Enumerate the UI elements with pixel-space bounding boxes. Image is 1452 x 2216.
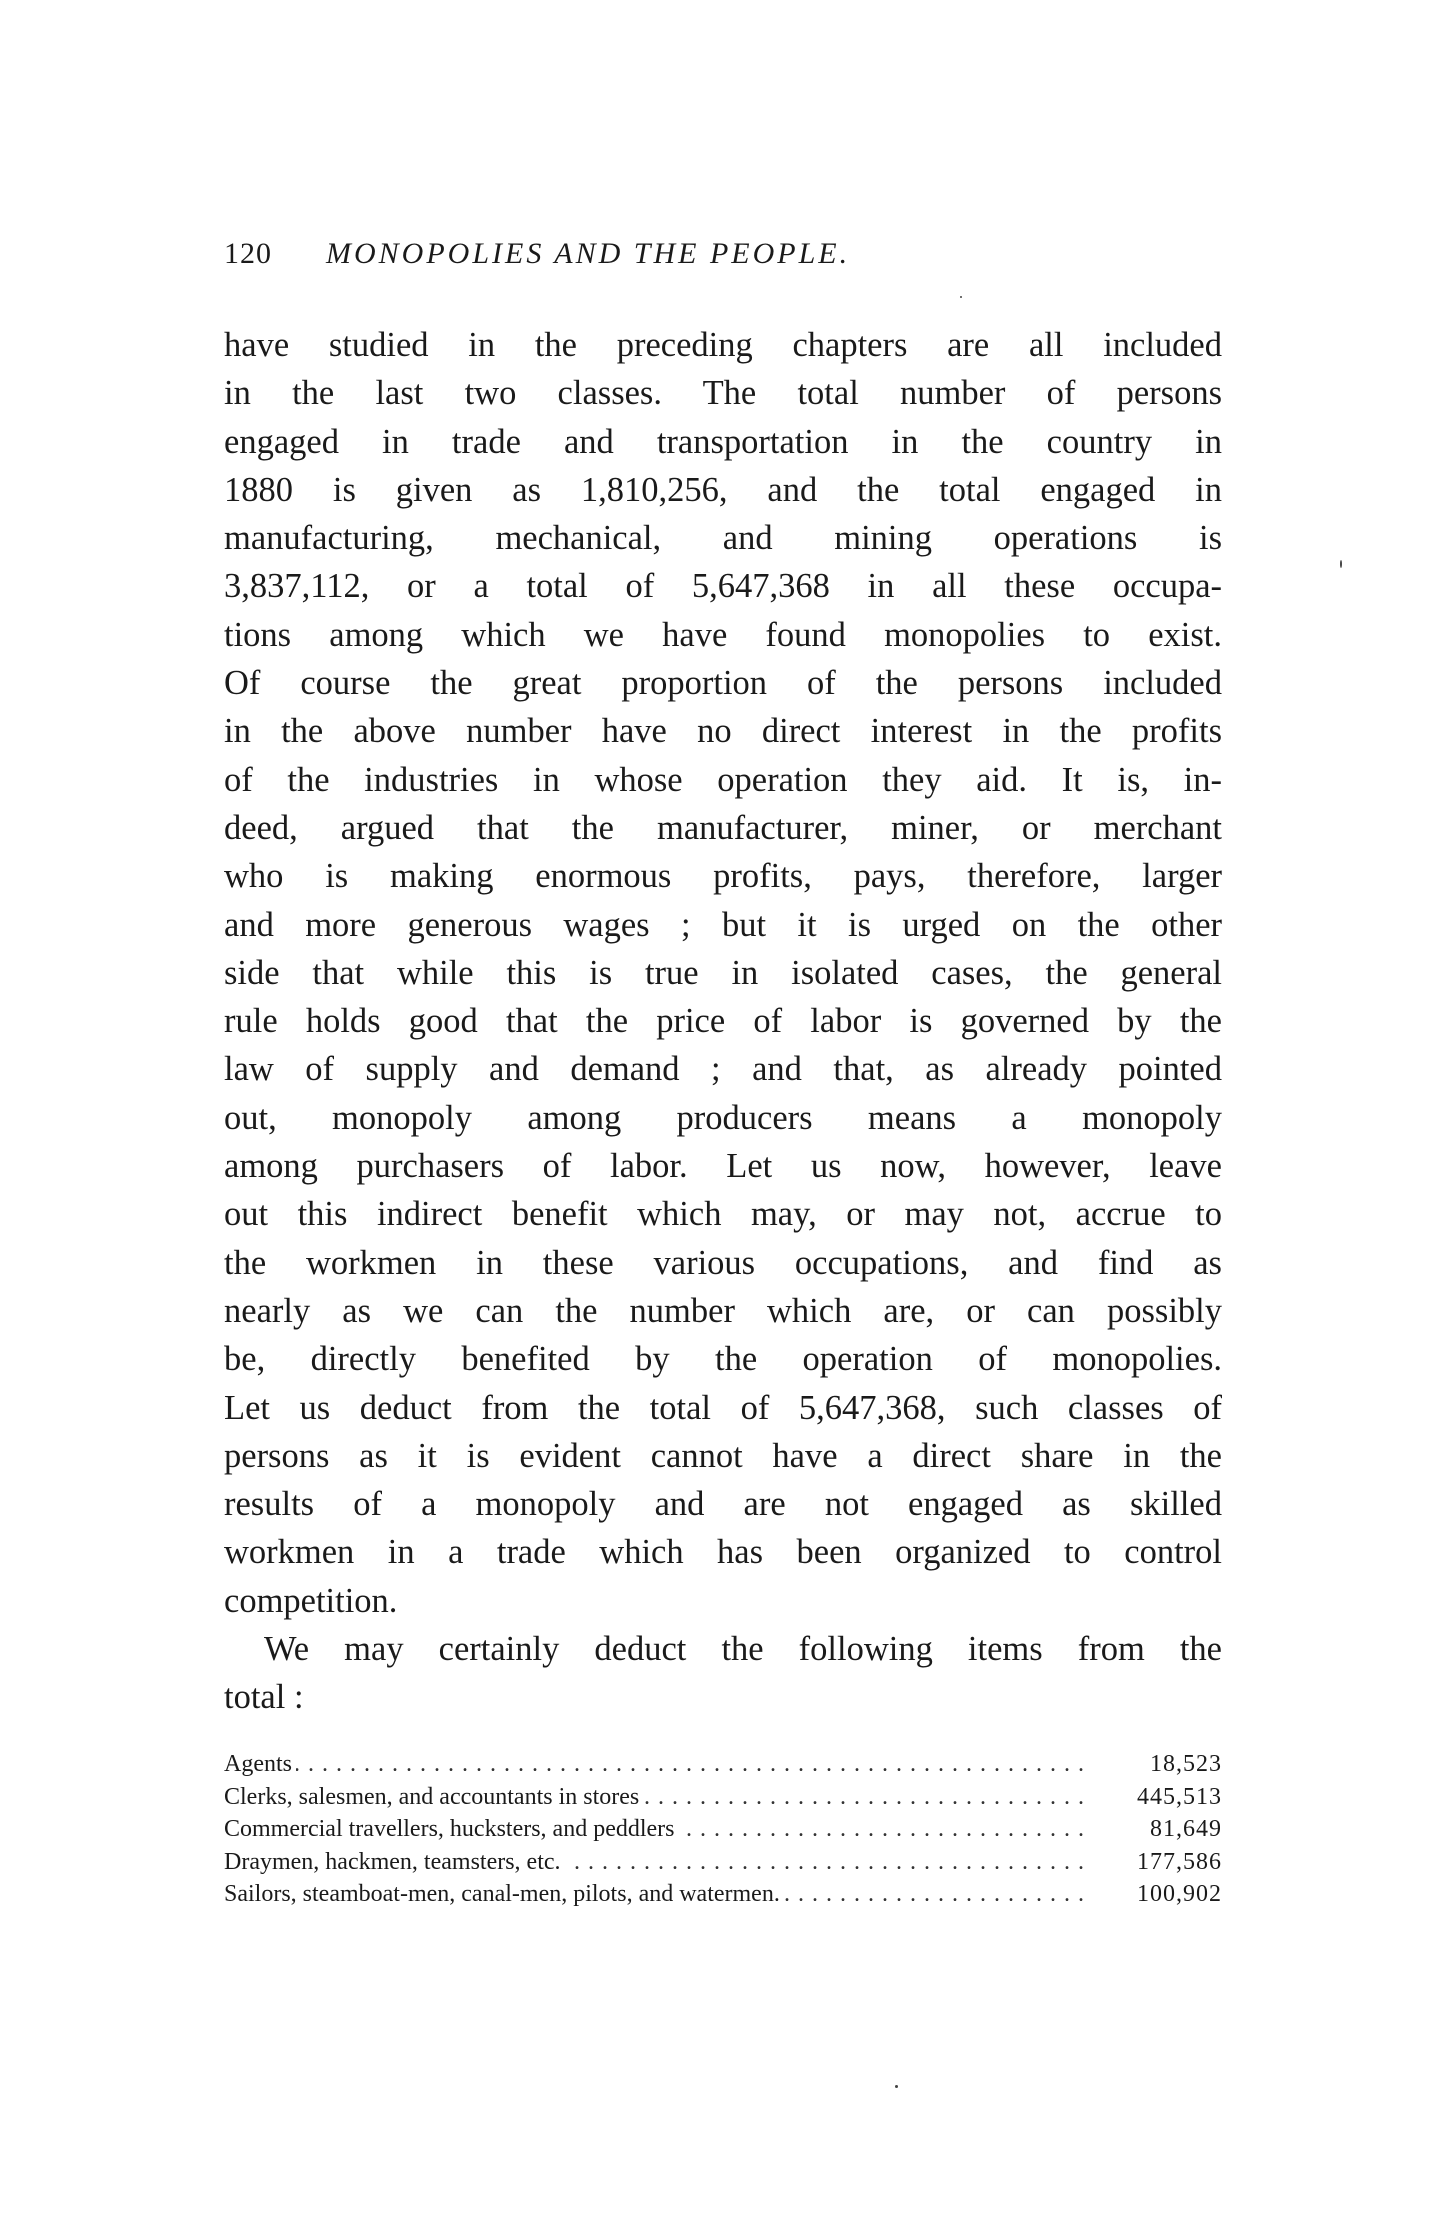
deduction-value: 18,523 [1150,1751,1222,1777]
deduction-label: Draymen, hackmen, teamsters, etc. . . . [224,1846,1092,1879]
text-line: side that while this is true in isolated cases, the general [224,953,1222,992]
deduction-row [224,1781,1222,1814]
book-title: MONOPOLIES AND THE PEOPLE. [326,237,851,270]
deduction-row [224,1813,1222,1846]
deduction-row [224,1878,1222,1911]
text-line: out, monopoly among producers means a monopoly [224,1098,1222,1137]
paragraph-end-line: total : [224,1678,304,1717]
deduction-label: Clerks, salesmen, and accountants in stores . . . [224,1781,1092,1814]
page-number: 120 [224,237,272,270]
text-line: of the industries in whose operation they aid. It is, in- [224,760,1222,799]
deduction-value: 81,649 [1150,1816,1222,1842]
paragraph-end-line: competition. [224,1581,398,1620]
text-line: rule holds good that the price of labor is governed by the [224,1002,1222,1041]
text-line: in the above number have no direct interest in the profits [224,712,1222,751]
running-head [224,232,1224,276]
deduction-value: 100,902 [1137,1881,1222,1907]
deduction-row [224,1748,1222,1781]
text-line: the workmen in these various occupations, and find as [224,1243,1222,1282]
deduction-value: 445,513 [1137,1783,1222,1810]
text-line: in the last two classes. The total number of persons [224,374,1222,413]
text-line: be, directly benefited by the operation of monopolies. [224,1340,1222,1379]
text-line: results of a monopoly and are not engaged as skilled [224,1485,1222,1524]
text-line: who is making enormous profits, pays, therefore, larger [224,857,1222,896]
deduction-value: 177,586 [1137,1848,1222,1875]
deduction-label: Agents . . . [224,1748,1092,1781]
text-line: 3,837,112, or a total of 5,647,368 in all these occupa- [224,567,1222,606]
paragraph-start-line: We may certainly deduct the following items from the [264,1630,1222,1669]
scan-speck [895,2085,898,2088]
text-line: manufacturing, mechanical, and mining operations is [224,519,1222,558]
scan-speck [1340,560,1342,568]
deduction-label: Sailors, steamboat-men, canal-men, pilots, and watermen. . . . [224,1878,1092,1911]
text-line: and more generous wages ; but it is urged on the other [224,905,1222,944]
text-line: 1880 is given as 1,810,256, and the total engaged in [224,470,1222,509]
deduction-label: Commercial travellers, hucksters, and peddlers . . . [224,1813,1092,1846]
text-line: workmen in a trade which has been organized to control [224,1533,1222,1572]
text-line: have studied in the preceding chapters are all included [224,326,1222,364]
text-line: among purchasers of labor. Let us now, however, leave [224,1147,1222,1186]
text-line: Let us deduct from the total of 5,647,368, such classes of [224,1388,1222,1427]
text-line: out this indirect benefit which may, or may not, accrue to [224,1195,1222,1234]
deduction-row [224,1846,1222,1879]
deductions-table [224,1748,1222,1911]
text-line: tions among which we have found monopolies to exist. [224,615,1222,654]
text-line: engaged in trade and transportation in the country in [224,422,1222,461]
text-line: persons as it is evident cannot have a direct share in the [224,1436,1222,1475]
body-text [224,321,1222,1722]
text-line: deed, argued that the manufacturer, miner, or merchant [224,808,1222,847]
text-line: nearly as we can the number which are, or can possibly [224,1291,1222,1330]
scan-speck [960,296,962,298]
text-line: Of course the great proportion of the persons included [224,664,1222,703]
text-line: law of supply and demand ; and that, as already pointed [224,1050,1222,1089]
